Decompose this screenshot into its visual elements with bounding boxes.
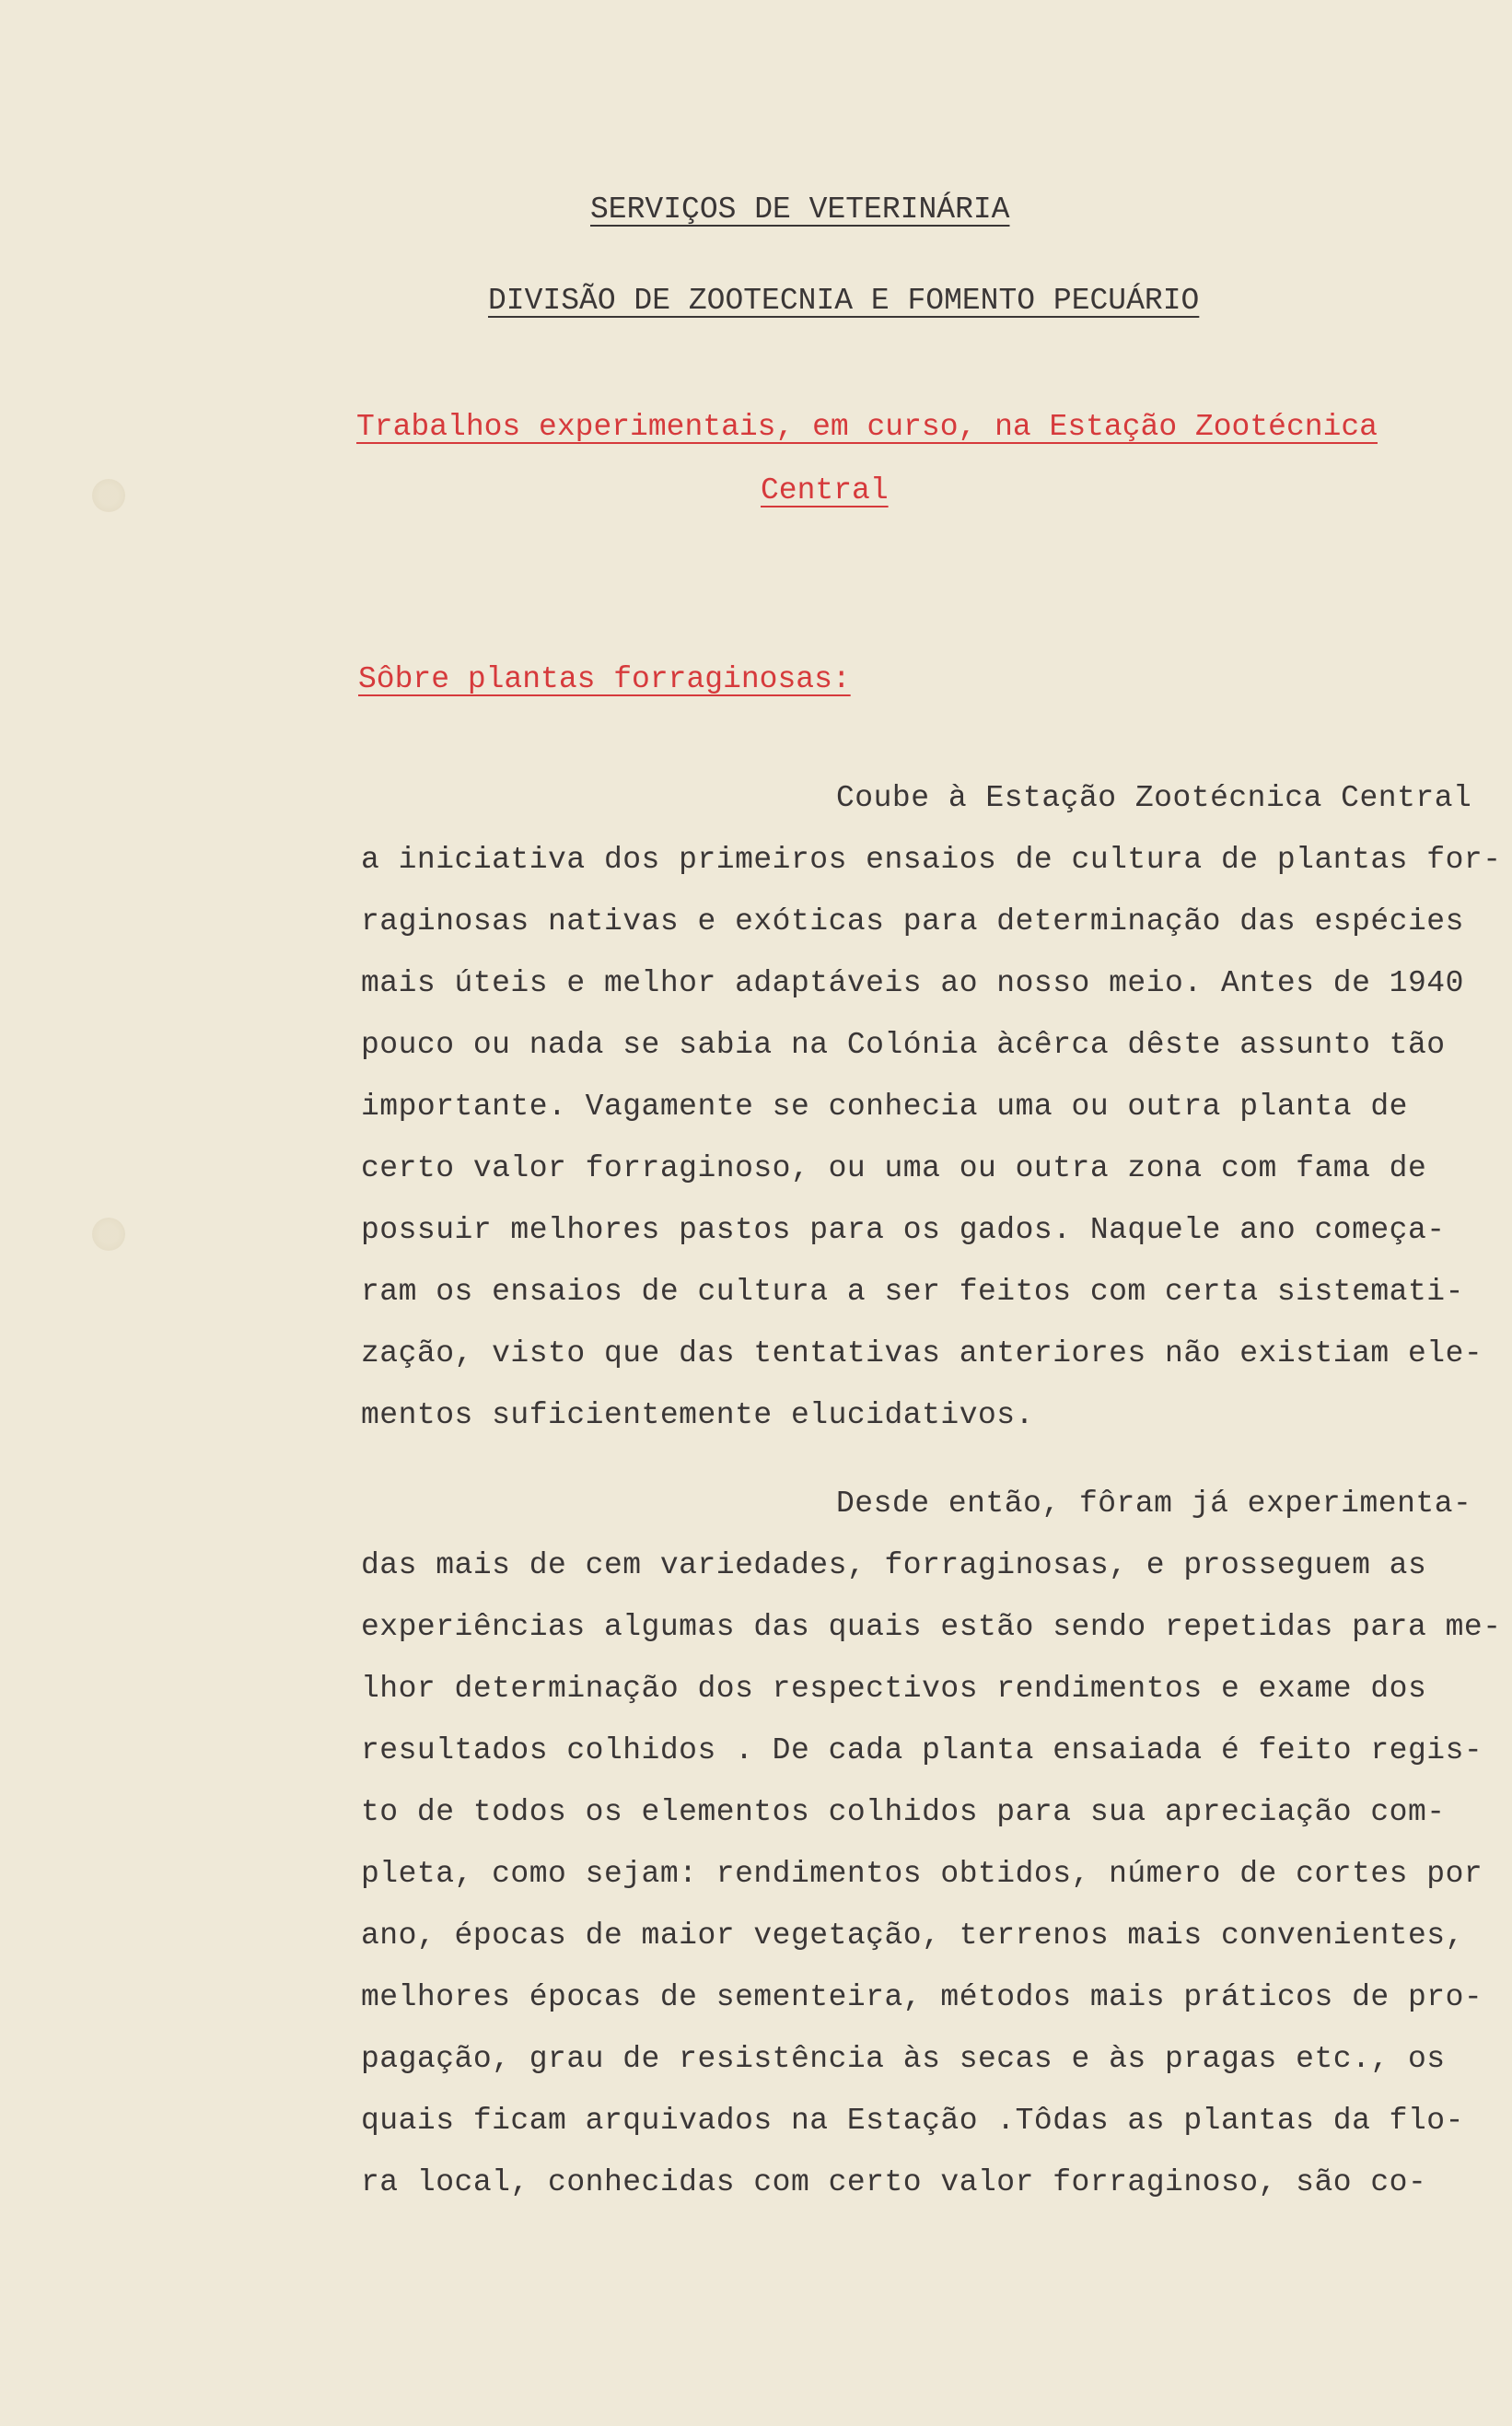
paragraph-line: Desde então, fôram já experimenta- <box>836 1487 1472 1521</box>
document-title-continued: Central <box>761 473 889 507</box>
paragraph-line: zação, visto que das tentativas anteriores não existiam ele- <box>361 1336 1483 1370</box>
paragraph-line: pagação, grau de resistência às secas e às pragas etc., os <box>361 2042 1446 2076</box>
paragraph-line: importante. Vagamente se conhecia uma ou outra planta de <box>361 1090 1408 1124</box>
paragraph-line: lhor determinação dos respectivos rendimentos e exame dos <box>361 1672 1427 1706</box>
paragraph-line: ra local, conhecidas com certo valor forraginoso, são co- <box>361 2165 1427 2199</box>
paragraph-line: quais ficam arquivados na Estação .Tôdas as plantas da flo- <box>361 2104 1464 2138</box>
paragraph-line: mentos suficientemente elucidativos. <box>361 1398 1034 1432</box>
paragraph-line: Coube à Estação Zootécnica Central <box>836 781 1472 815</box>
paragraph-line: melhores épocas de sementeira, métodos mais práticos de pro- <box>361 1980 1483 2014</box>
header-division: DIVISÃO DE ZOOTECNIA E FOMENTO PECUÁRIO <box>488 284 1200 318</box>
paragraph-line: ano, épocas de maior vegetação, terrenos mais convenientes, <box>361 1919 1464 1953</box>
paragraph-line: pleta, como sejam: rendimentos obtidos, número de cortes por <box>361 1857 1483 1891</box>
paragraph-line: das mais de cem variedades, forraginosas, e prosseguem as <box>361 1548 1427 1582</box>
paragraph-line: to de todos os elementos colhidos para sua apreciação com- <box>361 1795 1446 1829</box>
paragraph-line: possuir melhores pastos para os gados. Naquele ano começa- <box>361 1213 1446 1247</box>
paragraph-line: a iniciativa dos primeiros ensaios de cultura de plantas for- <box>361 843 1502 877</box>
paragraph-line: certo valor forraginoso, ou uma ou outra zona com fama de <box>361 1151 1427 1185</box>
document-title: Trabalhos experimentais, em curso, na Estação Zootécnica <box>356 410 1378 444</box>
paragraph-line: resultados colhidos . De cada planta ensaiada é feito regis- <box>361 1733 1483 1767</box>
paragraph-line: ram os ensaios de cultura a ser feitos com certa sistemati- <box>361 1275 1464 1309</box>
header-services: SERVIÇOS DE VETERINÁRIA <box>590 192 1010 227</box>
section-heading: Sôbre plantas forraginosas: <box>358 662 851 696</box>
paragraph-line: mais úteis e melhor adaptáveis ao nosso meio. Antes de 1940 <box>361 966 1464 1000</box>
paragraph-line: pouco ou nada se sabia na Colónia àcêrca dêste assunto tão <box>361 1028 1446 1062</box>
punch-hole <box>92 1218 125 1251</box>
paragraph-line: raginosas nativas e exóticas para determinação das espécies <box>361 904 1464 939</box>
paragraph-line: experiências algumas das quais estão sendo repetidas para me- <box>361 1610 1502 1644</box>
punch-hole <box>92 479 125 512</box>
